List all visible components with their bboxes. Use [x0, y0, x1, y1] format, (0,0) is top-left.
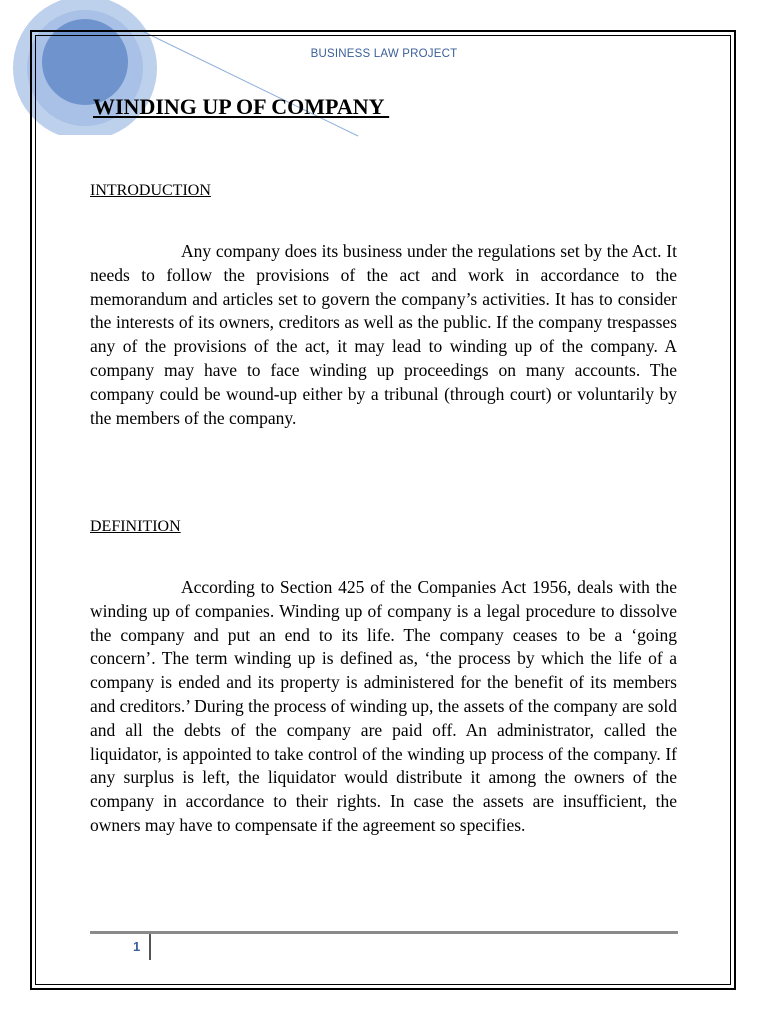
page-number-divider: [149, 934, 151, 960]
page-number: 1: [133, 939, 141, 954]
document-title: WINDING UP OF COMPANY: [93, 94, 390, 119]
definition-paragraph: According to Section 425 of the Companies Act 1956, deals with the winding up of companies. Winding up of company is a legal procedure to dissolve the company and put an end to its life. The company ceases to be a ‘going concern’. The term winding up is defined as, ‘the process by which the life of a company is ended and its property is administered for the benefit of its members and creditors.’ During the process of winding up, the assets of the company are sold and all the debts of the company are paid off. An administrator, called the liquidator, is appointed to take control of the winding up process of the company. If any surplus is left, the liquidator would distribute it among the owners of the company in accordance to their rights. In case the assets are insufficient, the owners may have to compensate if the agreement so specifies.: [90, 577, 677, 835]
footer-rule: [90, 931, 678, 934]
section-heading-introduction: INTRODUCTION: [90, 182, 211, 199]
running-header: BUSINESS LAW PROJECT: [310, 48, 458, 60]
introduction-paragraph: Any company does its business under the regulations set by the Act. It needs to follow the provisions of the act and work in accordance to the memorandum and articles set to govern the company’s activities. It has to consider the interests of its owners, creditors as well as the public. If the company trespasses any of the provisions of the act, it may lead to winding up of the company. A company may have to face winding up proceedings on many accounts. The company could be wound-up either by a tribunal (through court) or voluntarily by the members of the company.: [90, 241, 677, 428]
section-heading-definition: DEFINITION: [90, 518, 181, 535]
page-border-inner: [35, 35, 731, 985]
